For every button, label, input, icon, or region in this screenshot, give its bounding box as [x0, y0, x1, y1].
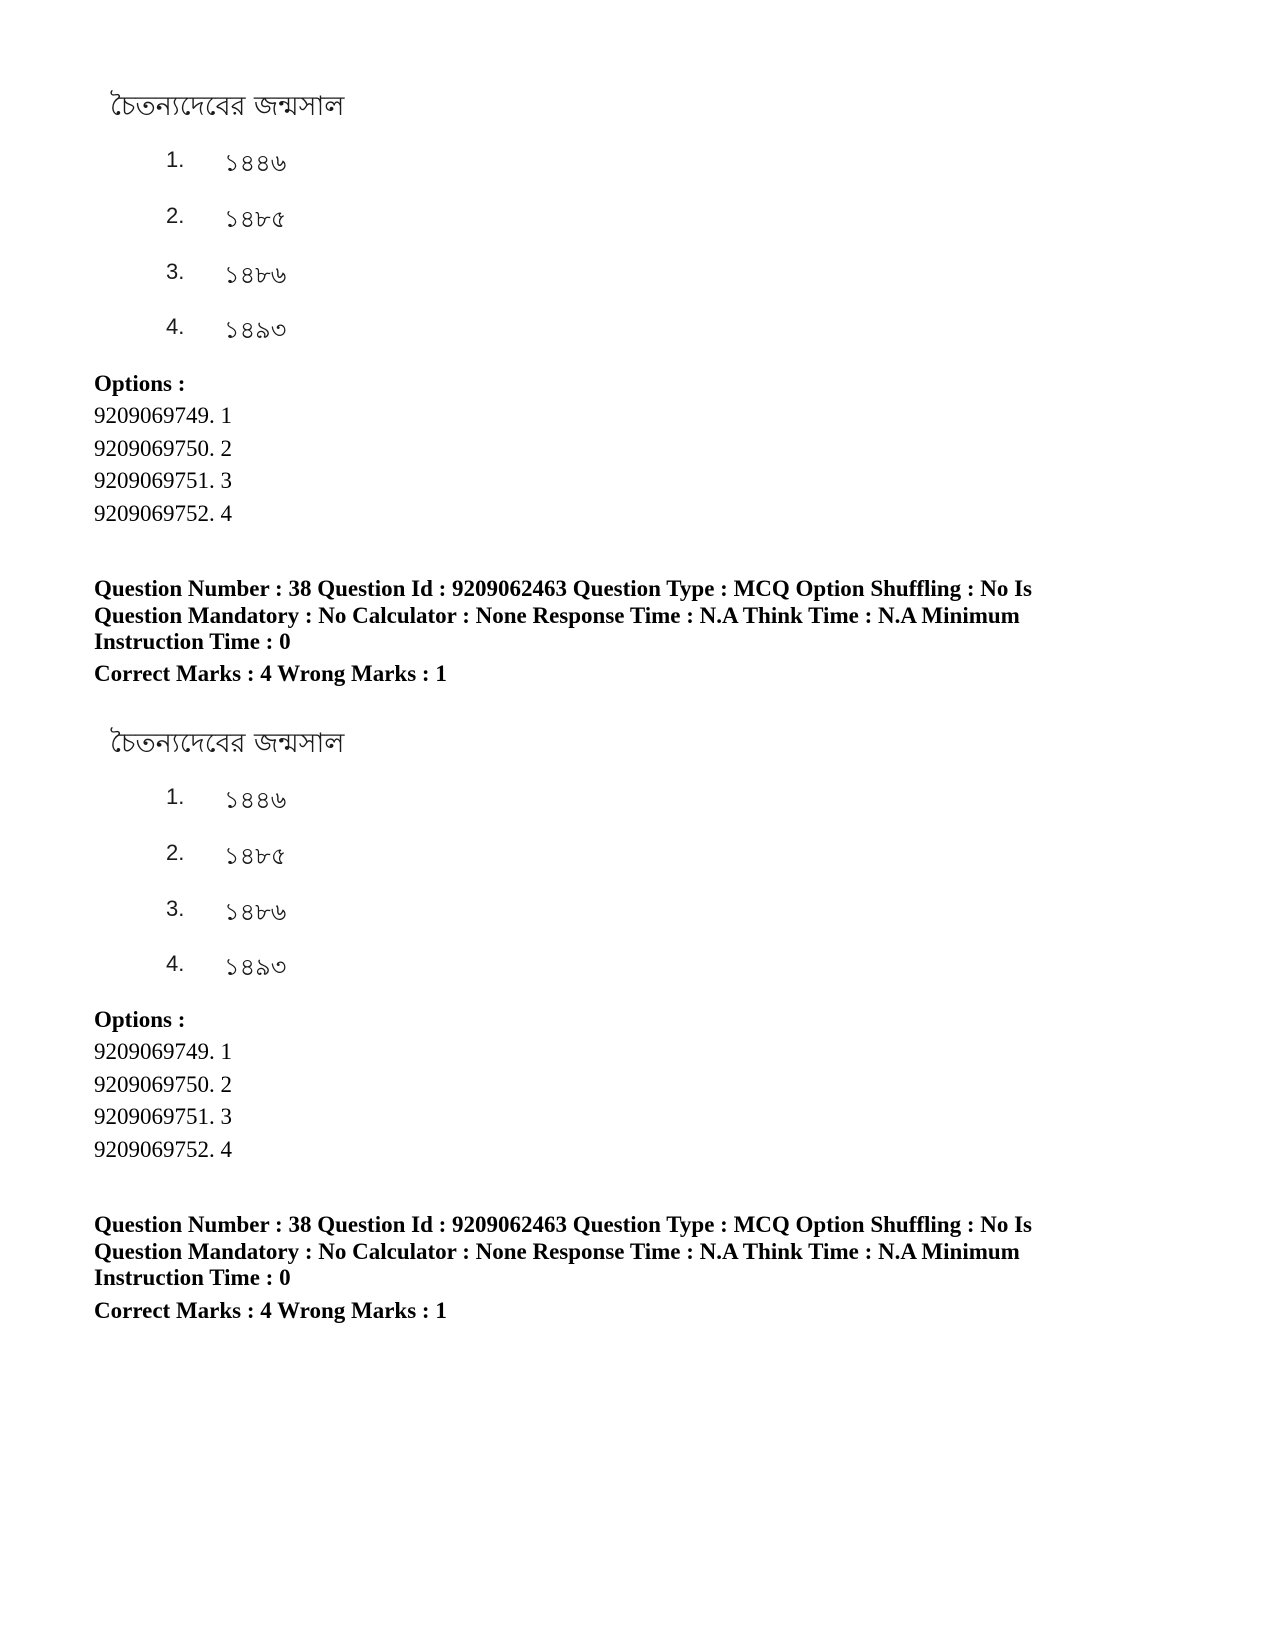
choice-number: 4. — [166, 951, 185, 976]
question-title: চৈতন্যদেবের জন্মসাল — [110, 728, 345, 759]
choice-value: ১৪৯৩ — [224, 953, 287, 981]
choice-number: 2. — [166, 840, 185, 865]
choice-number: 1. — [166, 784, 185, 809]
choice-number: 4. — [166, 314, 185, 339]
marks-line: Correct Marks : 4 Wrong Marks : 1 — [94, 1298, 447, 1323]
choice-number: 3. — [166, 259, 185, 284]
question-metadata: Question Number : 38 Question Id : 9209062463 Question Type : MCQ Option Shuffling : No Is Question Mandatory : No Calculator : None Response Time : N.A Think Time : N.A Minimum Instruction Time : 0 — [94, 1212, 1033, 1290]
option-line: 9209069751. 3 — [94, 468, 232, 493]
options-heading: Options : — [94, 1007, 186, 1032]
option-line: 9209069750. 2 — [94, 436, 232, 461]
choice-value: ১৪৮৫ — [224, 842, 287, 870]
choice-number: 1. — [166, 147, 185, 172]
option-line: 9209069752. 4 — [94, 1137, 232, 1162]
option-line: 9209069752. 4 — [94, 501, 232, 526]
question-metadata: Question Number : 38 Question Id : 9209062463 Question Type : MCQ Option Shuffling : No Is Question Mandatory : No Calculator : None Response Time : N.A Think Time : N.A Minimum Instruction Time : 0 — [94, 576, 1033, 654]
marks-line: Correct Marks : 4 Wrong Marks : 1 — [94, 661, 447, 686]
options-heading: Options : — [94, 371, 186, 396]
choice-value: ১৪৮৫ — [224, 205, 287, 233]
option-line: 9209069749. 1 — [94, 1039, 232, 1064]
option-line: 9209069751. 3 — [94, 1104, 232, 1129]
choice-value: ১৪৮৬ — [224, 898, 287, 926]
question-title: চৈতন্যদেবের জন্মসাল — [110, 91, 345, 122]
choice-number: 2. — [166, 203, 185, 228]
option-line: 9209069749. 1 — [94, 403, 232, 428]
option-line: 9209069750. 2 — [94, 1072, 232, 1097]
choice-number: 3. — [166, 896, 185, 921]
choice-value: ১৪৮৬ — [224, 261, 287, 289]
question-image — [110, 723, 510, 983]
question-image — [110, 86, 510, 346]
choice-value: ১৪৪৬ — [224, 149, 287, 177]
choice-value: ১৪৯৩ — [224, 316, 287, 344]
choice-value: ১৪৪৬ — [224, 786, 287, 814]
